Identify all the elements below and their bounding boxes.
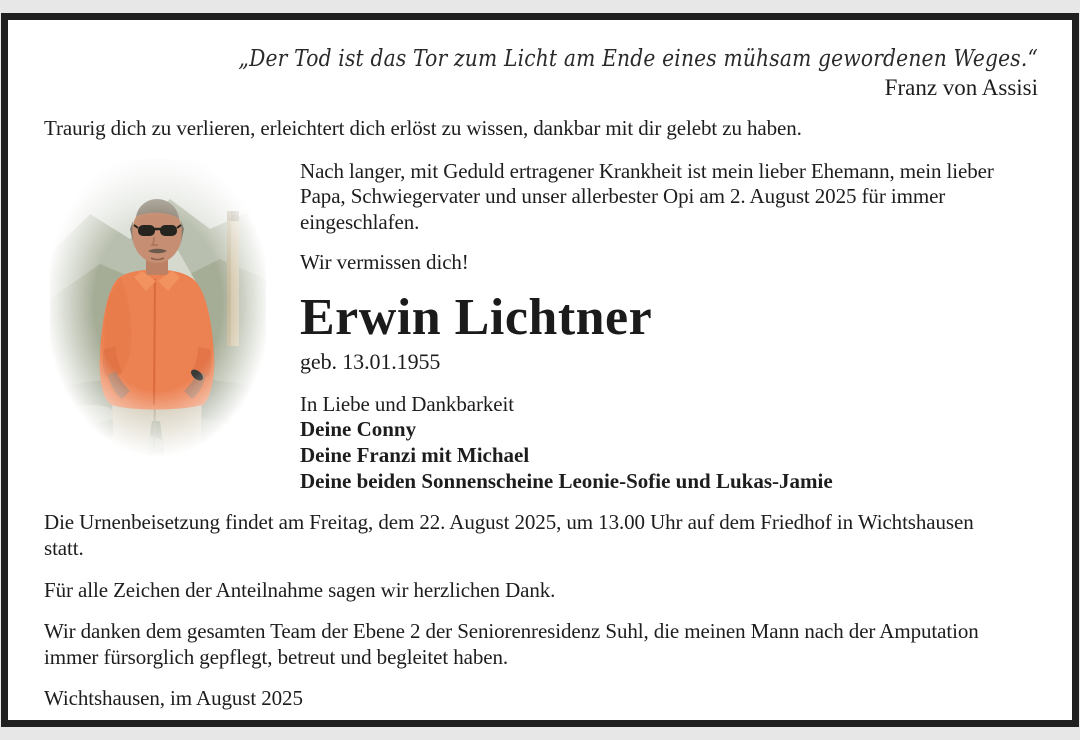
gratitude-text: Wir danken dem gesamten Team der Ebene 2 der Seniorenresidenz Suhl, die meinen Mann nach der Amputation immer fürsorglich gepflegt, betreut und begleitet haben. (44, 619, 979, 669)
announcement-text: Nach langer, mit Geduld ertragener Krankheit ist mein lieber Ehemann, mein lieber Papa, Schwiegervater und unser allerbester Opi am 2. August 2025 für immer eingeschlafen. (300, 158, 994, 234)
quote-block (44, 46, 1040, 101)
quote-text: „Der Tod ist das Tor zum Licht am Ende eines mühsam gewordenen Weges.“ (238, 46, 1039, 72)
funeral-info: Die Urnenbeisetzung findet am Freitag, dem 22. August 2025, um 13.00 Uhr auf dem Friedhof in Wichtshausen statt. (44, 510, 974, 560)
missing-line: Wir vermissen dich! (300, 250, 469, 275)
birth-date: geb. 13.01.1955 (300, 349, 441, 375)
intro-line: Traurig dich zu verlieren, erleichtert dich erlöst zu wissen, dankbar mit dir gelebt zu haben. (44, 116, 802, 140)
deceased-photo (50, 159, 266, 459)
obituary-card (1, 13, 1079, 727)
closing-line: Wichtshausen, im August 2025 (44, 686, 303, 711)
main-row (44, 159, 1040, 495)
portrait-illustration (50, 159, 266, 459)
family-intro: In Liebe und Dankbarkeit (300, 391, 514, 416)
deceased-name: Erwin Lichtner (300, 289, 653, 347)
family-member: Deine Franzi mit Michael (300, 443, 530, 468)
wooden-post (227, 211, 239, 346)
text-column (300, 159, 1016, 495)
family-member: Deine Conny (300, 417, 417, 442)
thanks-line: Für alle Zeichen der Anteilnahme sagen wir herzlichen Dank. (44, 577, 556, 602)
quote-attribution: Franz von Assisi (884, 75, 1038, 100)
family-member: Deine beiden Sonnenscheine Leonie-Sofie und Lukas-Jamie (300, 468, 833, 493)
